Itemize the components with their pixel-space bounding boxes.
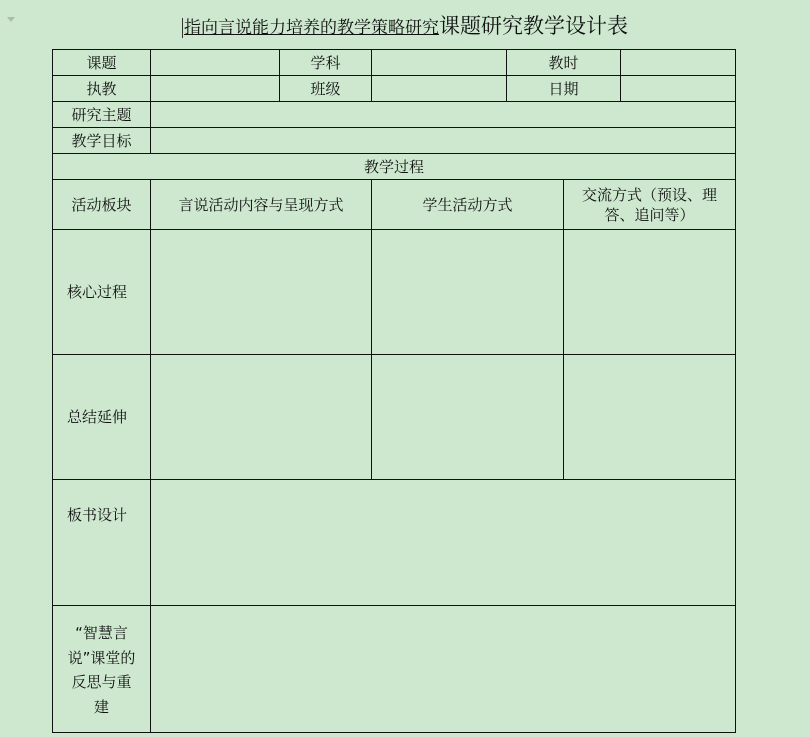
table-row [53,355,736,480]
date-field[interactable] [621,76,736,102]
summary-exchange-cell[interactable] [564,355,736,480]
label-periods: 教时 [507,50,621,76]
label-teaching-goal: 教学目标 [53,128,151,154]
reflection-line: “智慧言 [75,624,128,642]
teaching-goal-field[interactable] [151,128,736,154]
board-design-field[interactable] [151,480,736,606]
table-row [53,606,736,733]
reflection-line: 建 [93,697,109,716]
section-teaching-process: 教学过程 [53,154,736,180]
title-form: 课题研究教学设计表 [439,14,628,38]
subject-field[interactable] [372,50,507,76]
lesson-design-table [52,49,736,733]
table-row [53,128,736,154]
page-title [0,10,810,40]
class-field[interactable] [372,76,507,102]
core-exchange-cell[interactable] [564,230,736,355]
label-reflection [53,606,151,733]
label-core-process: 核心过程 [53,230,151,355]
col-student-activity: 学生活动方式 [372,180,564,230]
summary-student-cell[interactable] [372,355,564,480]
table-row [53,480,736,606]
summary-speech-cell[interactable] [151,355,372,480]
label-date: 日期 [507,76,621,102]
label-topic: 课题 [53,50,151,76]
label-class: 班级 [280,76,372,102]
research-theme-field[interactable] [151,102,736,128]
label-subject: 学科 [280,50,372,76]
label-research-theme: 研究主题 [53,102,151,128]
core-speech-cell[interactable] [151,230,372,355]
table-row [53,50,736,76]
label-teacher: 执教 [53,76,151,102]
col-exchange-method [564,180,736,230]
col-activity-block: 活动板块 [53,180,151,230]
label-board-design: 板书设计 [53,480,151,606]
table-row [53,180,736,230]
col-exchange-line1: 交流方式（预设、理 [582,185,718,204]
periods-field[interactable] [621,50,736,76]
teacher-field[interactable] [151,76,280,102]
table-row [53,154,736,180]
col-exchange-line2: 答、追问等） [604,205,695,224]
table-row [53,230,736,355]
table-row [53,76,736,102]
reflection-field[interactable] [151,606,736,733]
core-student-cell[interactable] [372,230,564,355]
topic-field[interactable] [151,50,280,76]
label-summary: 总结延伸 [53,355,151,480]
reflection-line: 说”课堂的 [67,648,136,667]
table-row [53,102,736,128]
col-speech-content: 言说活动内容与呈现方式 [151,180,372,230]
reflection-line: 反思与重 [71,673,132,691]
title-topic: 指向言说能力培养的教学策略研究 [184,18,439,38]
